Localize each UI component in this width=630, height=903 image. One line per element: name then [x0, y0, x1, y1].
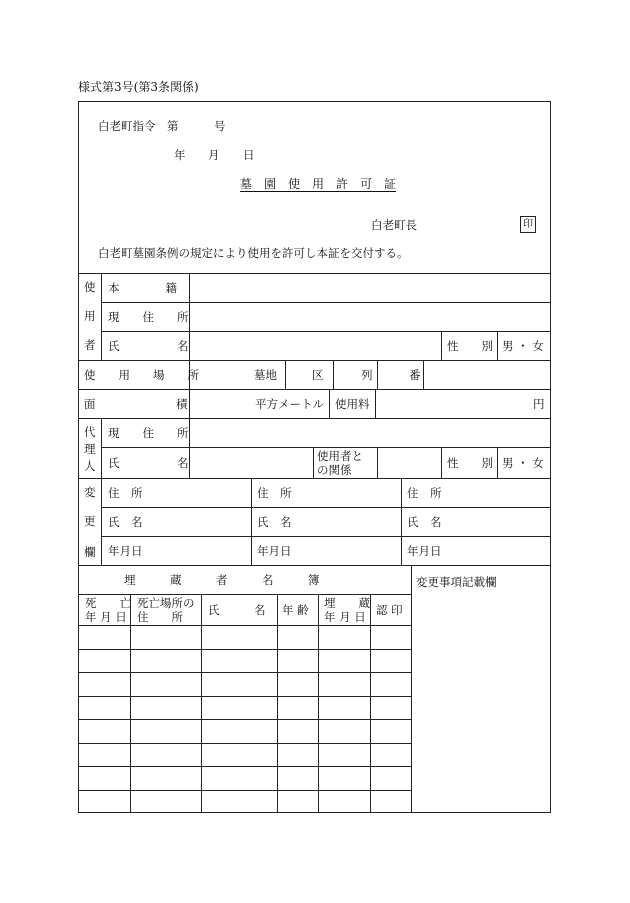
- burial-register-title: 埋 蔵 者 名 簿: [124, 573, 320, 587]
- change-address-label: 住 所: [407, 486, 442, 500]
- rule: [329, 389, 330, 418]
- form-number: 様式第3号(第3条関係): [78, 80, 199, 94]
- section-agent-char: 代: [84, 425, 96, 439]
- rule: [251, 478, 252, 565]
- rule: [101, 507, 551, 508]
- change-address-label: 住 所: [257, 486, 292, 500]
- agent-name-label: 氏 名: [108, 456, 189, 470]
- user-name-label: 氏 名: [108, 339, 189, 353]
- col-death-date: 死 亡: [85, 596, 131, 610]
- rule: [277, 594, 278, 813]
- change-notes-title: 変更事項記載欄: [416, 575, 497, 589]
- rule: [318, 594, 319, 813]
- col-death-place: 住 所: [137, 610, 183, 624]
- col-death-date: 年 月 日: [85, 610, 127, 624]
- col-burial-date: 年 月 日: [324, 610, 366, 624]
- section-user-char: 者: [84, 338, 96, 352]
- rule: [78, 743, 411, 744]
- designation-prefix: 白老町指令 第: [98, 119, 179, 133]
- col-seal: 認 印: [376, 603, 403, 617]
- rule: [497, 447, 498, 478]
- rule: [101, 273, 102, 360]
- change-date-label: 年月日: [407, 544, 442, 558]
- rule: [101, 447, 551, 448]
- rule: [377, 360, 378, 389]
- rule: [78, 766, 411, 767]
- rule: [78, 594, 411, 595]
- section-change-char: 更: [84, 514, 96, 528]
- row-label: 列: [361, 368, 373, 382]
- rule: [78, 672, 411, 673]
- rule: [78, 478, 551, 479]
- rule: [313, 447, 314, 478]
- rule: [441, 331, 442, 360]
- rule: [78, 719, 411, 720]
- fee-unit: 円: [533, 397, 545, 411]
- rule: [285, 360, 286, 389]
- change-name-label: 氏 名: [407, 515, 442, 529]
- user-gender-options: 男 ・ 女: [502, 339, 544, 353]
- col-death-place: 死亡場所の: [137, 596, 195, 610]
- section-change-char: 変: [84, 485, 96, 499]
- number-label: 番: [409, 368, 421, 382]
- section-user-char: 用: [84, 309, 96, 323]
- rule: [411, 565, 412, 813]
- rule: [401, 478, 402, 565]
- agent-relation-label: 使用者と: [317, 449, 363, 463]
- date-year: 年: [174, 148, 186, 162]
- section-agent-char: 理: [84, 442, 96, 456]
- rule: [101, 331, 551, 332]
- rule: [78, 625, 411, 626]
- rule: [101, 536, 551, 537]
- change-name-label: 氏 名: [108, 515, 143, 529]
- document-title: 墓 園 使 用 許 可 証: [240, 177, 397, 191]
- ward-label: 区: [312, 368, 324, 382]
- rule: [201, 594, 202, 813]
- designation-suffix: 号: [214, 119, 226, 133]
- issuer: 白老町長: [371, 218, 417, 232]
- date-day: 日: [243, 148, 255, 162]
- change-date-label: 年月日: [108, 544, 143, 558]
- rule: [78, 696, 411, 697]
- rule: [333, 360, 334, 389]
- section-user-char: 使: [84, 280, 96, 294]
- date-month: 月: [208, 148, 220, 162]
- location-label: 使 用 場 所: [84, 368, 199, 382]
- change-address-label: 住 所: [108, 486, 143, 500]
- rule: [375, 389, 376, 418]
- rule: [78, 273, 551, 274]
- rule: [78, 418, 551, 419]
- lot-label: 墓地: [254, 368, 277, 382]
- permit-statement: 白老町墓園条例の規定により使用を許可し本証を交付する。: [98, 246, 409, 260]
- rule: [370, 594, 371, 813]
- rule: [78, 649, 411, 650]
- rule: [78, 360, 551, 361]
- agent-gender-label: 性 別: [447, 456, 493, 470]
- rule: [377, 447, 378, 478]
- rule: [78, 565, 551, 566]
- rule: [78, 790, 411, 791]
- fee-label: 使用料: [335, 397, 370, 411]
- domicile-label: 本 籍: [108, 281, 177, 295]
- rule: [423, 360, 424, 389]
- agent-relation-label: の関係: [317, 463, 352, 477]
- rule: [441, 447, 442, 478]
- change-date-label: 年月日: [257, 544, 292, 558]
- agent-gender-options: 男 ・ 女: [502, 456, 544, 470]
- user-gender-label: 性 別: [447, 339, 493, 353]
- section-agent-char: 人: [84, 459, 96, 473]
- area-label: 面 積: [84, 397, 188, 411]
- col-name: 氏 名: [208, 603, 266, 617]
- col-age: 年 齢: [282, 603, 309, 617]
- rule: [497, 331, 498, 360]
- col-burial-date: 埋 蔵: [324, 596, 370, 610]
- user-address-label: 現 住 所: [108, 310, 189, 324]
- section-change-char: 欄: [84, 545, 96, 559]
- agent-address-label: 現 住 所: [108, 426, 189, 440]
- rule: [78, 389, 551, 390]
- rule: [130, 594, 131, 813]
- seal-mark: 印: [520, 216, 536, 233]
- rule: [101, 302, 551, 303]
- change-name-label: 氏 名: [257, 515, 292, 529]
- area-unit: 平方メートル: [255, 397, 324, 411]
- rule: [101, 418, 102, 565]
